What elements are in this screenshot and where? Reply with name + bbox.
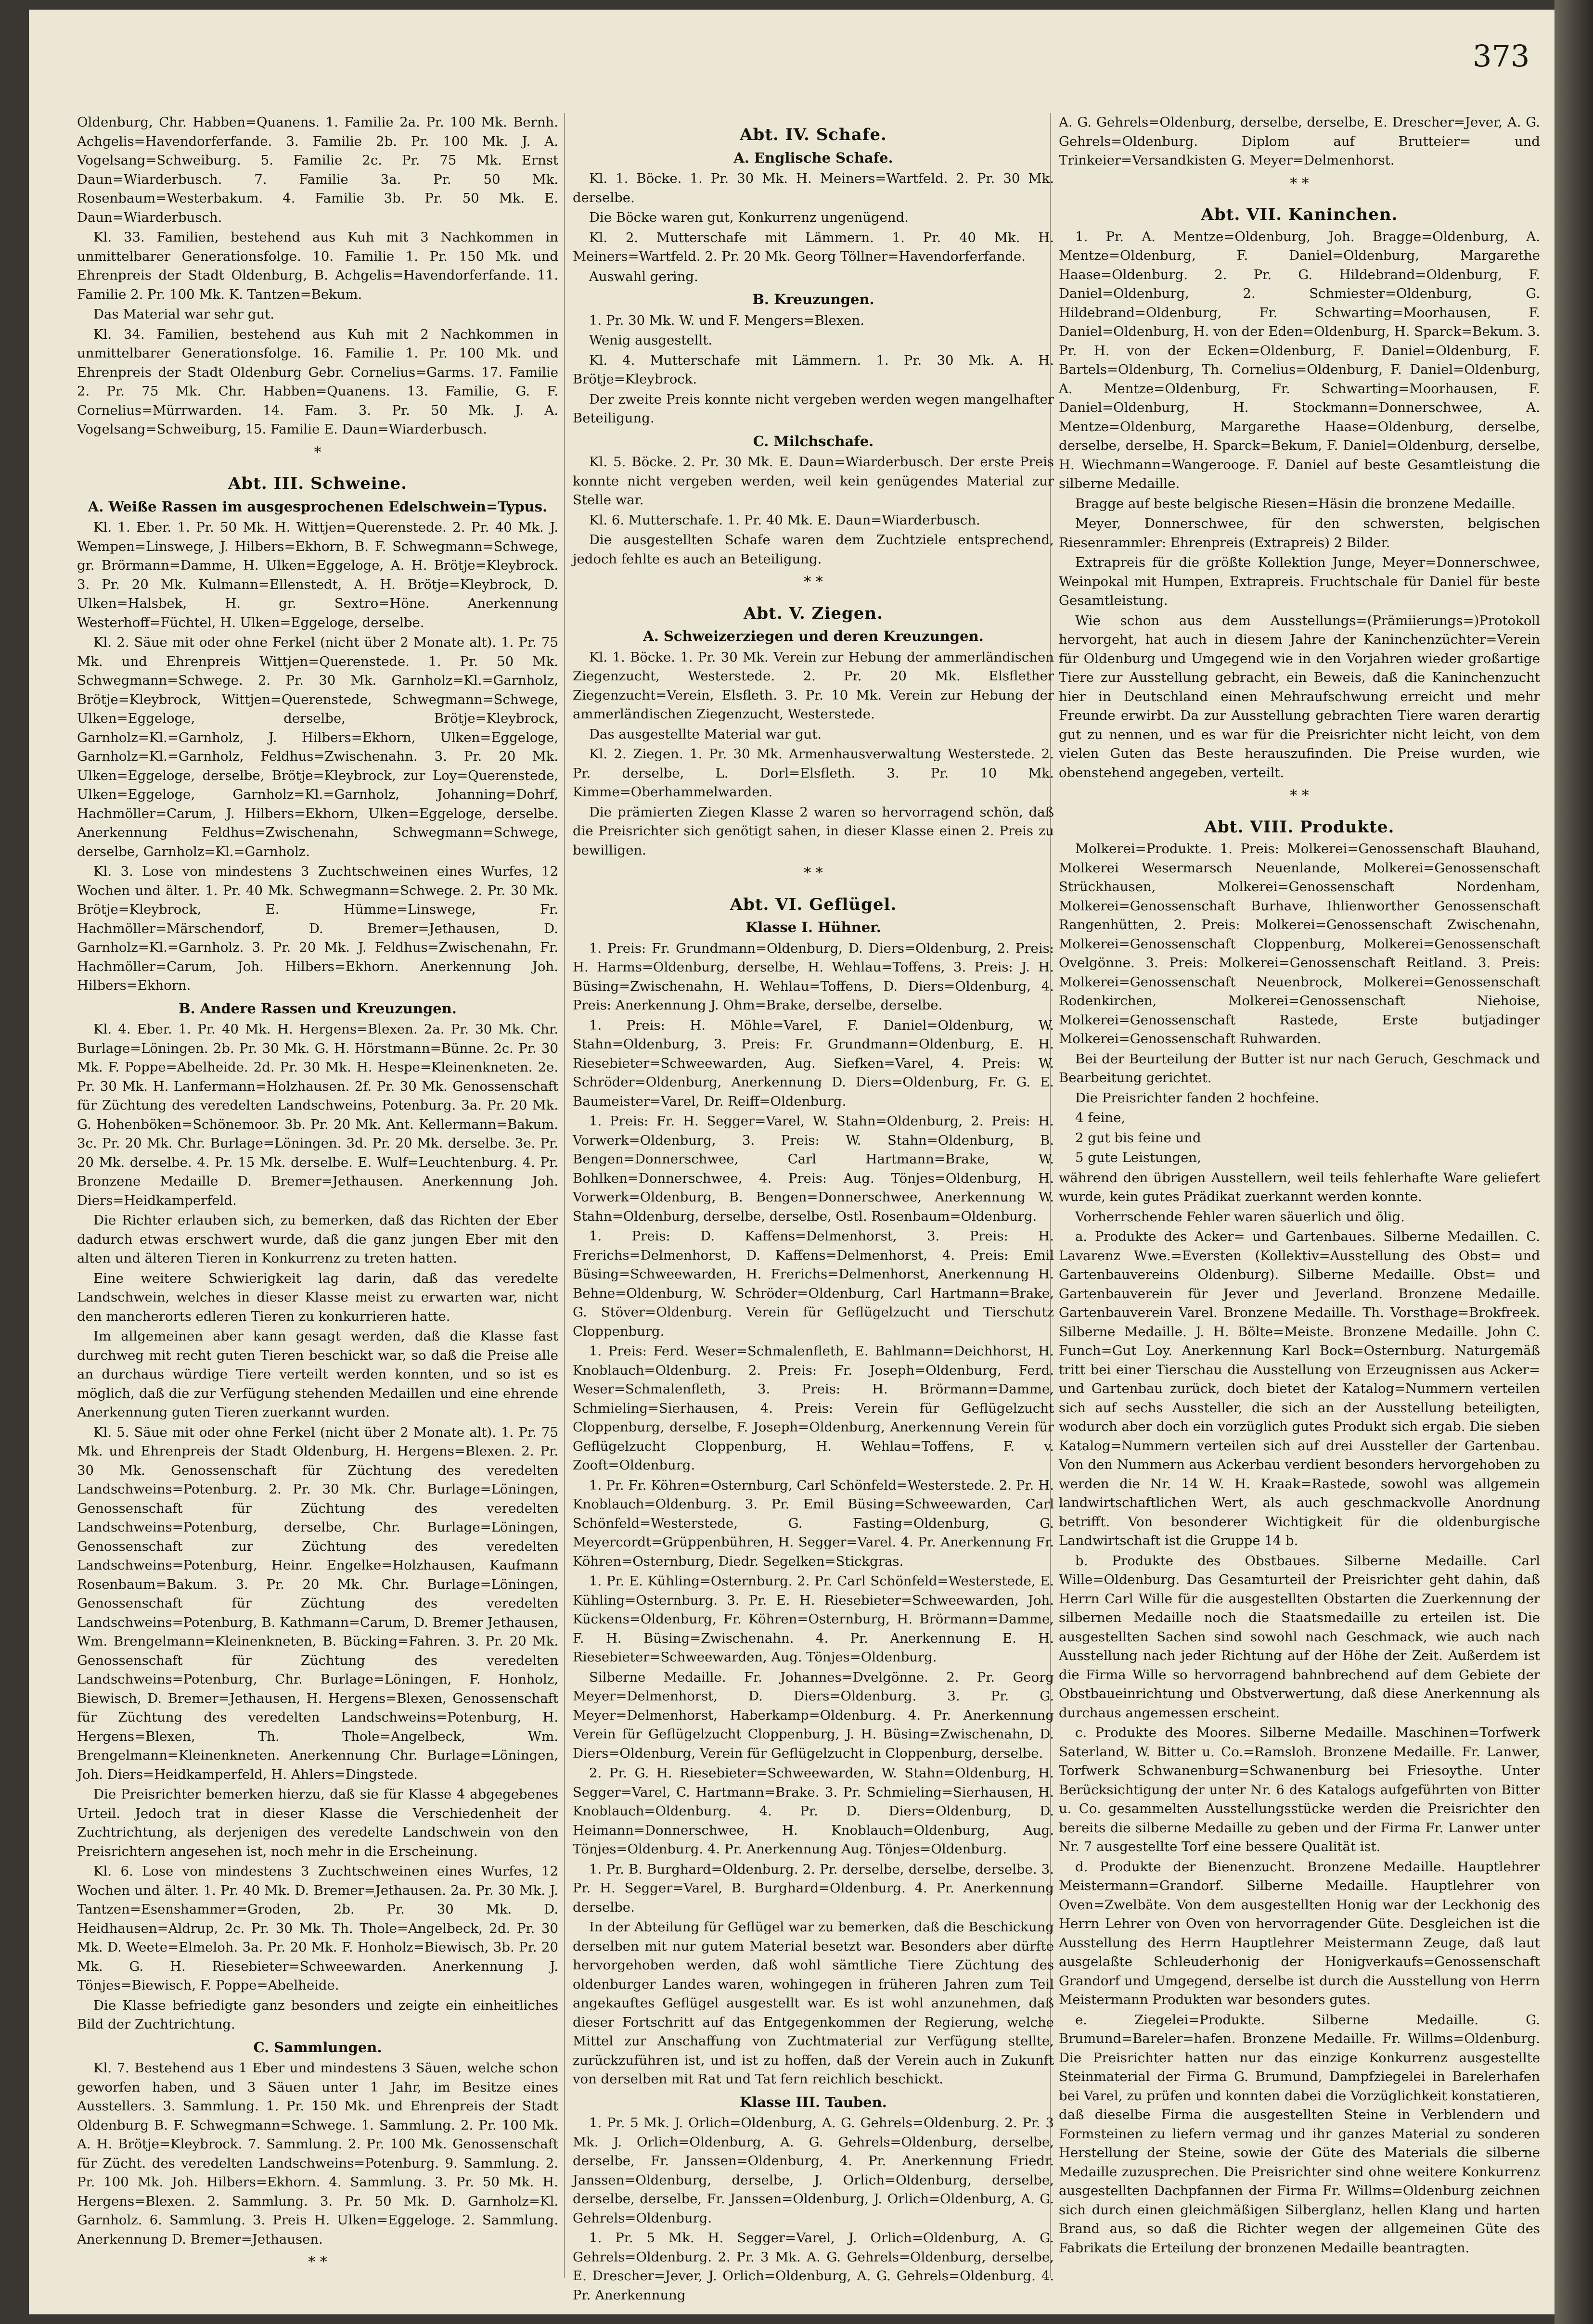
paragraph: Silberne Medaille. Fr. Johannes=Dvelgönne. 2. Pr. Georg Meyer=Delmenhorst, D. Diers=Oldenburg. 3. Pr. G. Meyer=Delmenhorst, Haberkamp=Oldenburg. 4. Pr. Anerkennung Verein für Geflügelzucht Cloppenburg, J. H. Büsing=Zwischenahn, D. Diers=Oldenburg, Verein für Geflügelzucht in Cloppenburg, derselbe. — [573, 1669, 1054, 1761]
paragraph: Die Klasse befriedigte ganz besonders und zeigte ein einheitliches Bild der Zuchtrichtung. — [77, 1997, 558, 2032]
paragraph: 1. Pr. 30 Mk. W. und F. Mengers=Blexen. — [589, 312, 864, 328]
paragraph: 1. Preis: Fr. H. Segger=Varel, W. Stahn=Oldenburg, 2. Preis: H. Vorwerk=Oldenburg, 3. Preis: W. Stahn=Oldenburg, B. Bengen=Donnerschwee, Carl Hartmann=Brake, W. Bohlken=Donnerschwee, 4. Preis: Aug. Tönjes=Oldenburg, H. Vorwerk=Oldenburg, B. Bengen=Donnerschwee, Anerkennung W. Stahn=Oldenburg, derselbe, derselbe, Ostl. Rosenbaum=Oldenburg. — [573, 1113, 1054, 1224]
paragraph: Kl. 1. Böcke. 1. Pr. 30 Mk. H. Meiners=Wartfeld. 2. Pr. 30 Mk. derselbe. — [573, 171, 1054, 205]
paragraph: Kl. 6. Lose von mindestens 3 Zuchtschweinen eines Wurfes, 12 Wochen und älter. 1. Pr. 40 Mk. D. Bremer=Jethausen. 2a. Pr. 30 Mk. J. Tantzen=Esenshammer=Groden, 2b. Pr. 30 Mk. D. Heidhausen=Aldrup, 2c. Pr. 30 Mk. Th. Thole=Angelbeck, 2d. Pr. 30 Mk. D. Weete=Elmeloh. 3a. Pr. 20 Mk. F. Honholz=Biewisch, 3b. Pr. 20 Mk. G. H. Riesebieter=Schweewarden. Anerkennung J. Tönjes=Biewisch, F. Poppe=Abelheide. — [77, 1864, 558, 1993]
paragraph: A. G. Gehrels=Oldenburg, derselbe, derselbe, E. Drescher=Jever, A. G. Gehrels=Oldenburg. Diplom auf Brutteier= und Trinkeier=Versandkisten G. Meyer=Delmenhorst. — [1059, 115, 1540, 168]
paragraph: Molkerei=Produkte. 1. Preis: Molkerei=Genossenschaft Blauhand, Molkerei Wesermarsch Neuenlande, Molkerei=Genossenschaft Strückhausen, Molkerei=Genossenschaft Nordenham, Molkerei=Genossenschaft Burhave, Ihlienworther Genossenschaft Rangenhütten, 2. Preis: Molkerei=Genossenschaft Zwischenahn, Molkerei=Genossenschaft Cloppenburg, Molkerei=Genossenschaft Ovelgönne. 3. Preis: Molkerei=Genossenschaft Reitland. 3. Preis: Molkerei=Genossenschaft Neuenbrock, Molkerei=Genossenschaft Rodenkirchen, Molkerei=Genossenschaft Niehoise, Molkerei=Genossenschaft Rastede, Erste butjadinger Molkerei=Genossenschaft Ruhwarden. — [1059, 841, 1540, 1047]
paragraph: Bragge auf beste belgische Riesen=Häsin die bronzene Medaille. — [1075, 496, 1516, 511]
paragraph: Kl. 2. Säue mit oder ohne Ferkel (nicht über 2 Monate alt). 1. Pr. 75 Mk. und Ehrenpreis Wittjen=Querenstede. 1. Pr. 50 Mk. Schwegmann=Schwege. 2. Pr. 30 Mk. Garnholz=Kl.=Garnholz, Brötje=Kleybrock, Wittjen=Querenstede, Schwegmann=Schwege, Ulken=Eggeloge, derselbe, Brötje=Kleybrock, Garnholz=Kl.=Garnholz, J. Hilbers=Ekhorn, Ulken=Eggeloge, Garnholz=Kl.=Garnholz, Feldhus=Zwischenahn. 3. Pr. 20 Mk. Ulken=Eggeloge, derselbe, Brötje=Kleybrock, zur Loy=Querenstede, Ulken=Eggeloge, Garnholz=Kl.=Garnholz, Johanning=Dohrf, Hachmöller=Carum, J. Hilbers=Ekhorn, Ulken=Eggeloge, derselbe. Anerkennung Feldhus=Zwischenahn, Schwegmann=Schwege, derselbe, Garnholz=Kl.=Garnholz. — [77, 635, 558, 859]
paragraph: c. Produkte des Moores. Silberne Medaille. Maschinen=Torfwerk Saterland, W. Bitter u. Co.=Ramsloh. Bronzene Medaille. Fr. Lanwer, Torfwerk Schwanenburg=Schwanenburg bei Friesoythe. Unter Berücksichtigung der unter Nr. 6 des Katalogs aufgeführten von Bitter u. Co. gesammelten Ausstellungsstücke werden die Preisrichter den bereits die silberne Medaille zu geben und der Firma Fr. Lanwer unter Nr. 7 ausgestellte Torf eine bessere Qualität ist. — [1059, 1725, 1540, 1854]
paragraph: 1. Preis: H. Möhle=Varel, F. Daniel=Oldenburg, W. Stahn=Oldenburg, 3. Preis: Fr. Grundmann=Oldenburg, E. H. Riesebieter=Schweewarden, Aug. Siefken=Varel, 4. Preis: W. Schröder=Oldenburg, Anerkennung D. Diers=Oldenburg, Fr. G. E. Baumeister=Varel, Dr. Reiff=Oldenburg. — [573, 1017, 1054, 1109]
paragraph: Kl. 5. Säue mit oder ohne Ferkel (nicht über 2 Monate alt). 1. Pr. 75 Mk. und Ehrenpreis der Stadt Oldenburg, H. Hergens=Blexen. 2. Pr. 30 Mk. Genossenschaft für Züchtung des veredelten Landschweins=Potenburg. 2. Pr. 30 Mk. Chr. Burlage=Löningen, Genossenschaft für Züchtung des veredelten Landschweins=Potenburg, derselbe, Chr. Burlage=Löningen, Genossenschaft zur Züchtung des veredelten Landschweins=Potenburg, Heinr. Engelke=Holzhausen, Kaufmann Rosenbaum=Bakum. 3. Pr. 20 Mk. Chr. Burlage=Löningen, Genossenschaft für Züchtung des veredelten Landschweins=Potenburg, B. Kathmann=Carum, D. Bremer Jethausen, Wm. Brengelmann=Kleinenkneten, B. Bücking=Fahren. 3. Pr. 20 Mk. Genossenschaft für Züchtung des veredelten Landschweins=Potenburg, Chr. Burlage=Löningen, F. Honholz, Biewisch, D. Bremer=Jethausen, H. Hergens=Blexen, Genossenschaft für Züchtung des veredelten Landschweins=Potenburg, H. Hergens=Blexen, Th. Thole=Angelbeck, Wm. Brengelmann=Kleinenkneten. Anerkennung Chr. Burlage=Löningen, Joh. Diers=Heidkamperfeld, H. Ahlers=Dingstede. — [77, 1424, 558, 1782]
paragraph: a. Produkte des Acker= und Gartenbaues. Silberne Medaillen. C. Lavarenz Wwe.=Eversten (Kollektiv=Ausstellung des Obst= und Gartenbauvereins Oldenburg). Silberne Medaille. Obst= und Gartenbauverein für Jever und Jeverland. Bronzene Medaille. Gartenbauverein Varel. Bronzene Medaille. Th. Vorsthage=Brokfreek. Silberne Medaille. J. H. Bölte=Meiste. Bronzene Medaille. John C. Funch=Gut Loy. Anerkennung Karl Bock=Osternburg. Naturgemäß tritt bei einer Tierschau die Ausstellung von Erzeugnissen aus Acker= und Gartenbau zurück, doch bietet der Katalog=Nummern verteilen sich auf sechs Aussteller, die sich an der Ausstellung beteiligten, wodurch aber doch ein vorzüglich gutes Produkt sich ergab. Die sieben Katalog=Nummern verteilen sich auf drei Aussteller der Gartenbau. Von den Nummern aus Ackerbau verdient besonders hervorgehoben zu werden die Nr. 14 W. H. Kraak=Rastede, sowohl was allgemein landwirtschaftlichen Wert, als auch geschmackvolle Anordnung betrifft. Von besonderer Wichtigkeit für die oldenburgische Landwirtschaft ist die Gruppe 14 b. — [1059, 1229, 1540, 1548]
paragraph: Die Preisrichter fanden 2 hochfeine. — [1075, 1090, 1320, 1106]
separator-asterisks: * * — [804, 574, 823, 590]
text-column-left — [77, 113, 558, 2278]
paragraph: b. Produkte des Obstbaues. Silberne Medaille. Carl Wille=Oldenburg. Das Gesamturteil der Preisrichter geht dahin, daß Herrn Carl Wille für die ausgestellten Obstarten die Zuerkennung der silbernen Medaille noch die Staatsmedaille zu erteilen ist. Die ausgestellten Sachen sind sowohl nach Geschmack, wie auch nach Ausstellung nach jeder Richtung auf der Höhe der Zeit. Außerdem ist die Firma Wille so hervorragend bahnbrechend auf dem Gebiete der Obstbaueinrichtung und Obstverwertung, daß diese Anerkennung als durchaus angemessen erscheint. — [1059, 1553, 1540, 1721]
separator-asterisks: * — [314, 444, 321, 461]
paragraph: Kl. 6. Mutterschafe. 1. Pr. 40 Mk. E. Daun=Wiarderbusch. — [589, 512, 980, 528]
paragraph: Der zweite Preis konnte nicht vergeben werden wegen mangelhafter Beteiligung. — [573, 391, 1054, 426]
paragraph: Kl. 3. Lose von mindestens 3 Zuchtschweinen eines Wurfes, 12 Wochen und älter. 1. Pr. 40 Mk. Schwegmann=Schwege. 2. Pr. 30 Mk. Brötje=Kleybrock, E. Hümme=Linswege, Fr. Hachmöller=Märschendorf, D. Bremer=Jethausen, D. Garnholz=Kl.=Garnholz. 3. Pr. 20 Mk. J. Feldhus=Zwischenahn, Fr. Hachmöller=Carum, Joh. Hilbers=Ekhorn. Anerkennung Joh. Hilbers=Ekhorn. — [77, 864, 558, 993]
paragraph: Kl. 34. Familien, bestehend aus Kuh mit 2 Nachkommen in unmittelbarer Generationsfolge. 16. Familie 1. Pr. 100 Mk. und Ehrenpreis der Stadt Oldenburg Gebr. Cornelius=Garms. 17. Familie 2. Pr. 75 Mk. Chr. Habben=Quanens. 13. Familie, G. F. Cornelius=Mürrwarden. 14. Fam. 3. Pr. 50 Mk. J. A. Vogelsang=Schweiburg, 15. Familie E. Daun=Wiarderbusch. — [77, 326, 558, 437]
subsection-heading: A. Weiße Rassen im ausgesprochenen Edelschwein=Typus. — [88, 498, 548, 515]
subsection-heading: A. Schweizerziegen und deren Kreuzungen. — [643, 628, 984, 644]
paragraph: Extrapreis für die größte Kollektion Junge, Meyer=Donnerschwee, Weinpokal mit Humpen, Extrapreis. Fruchtschale für Daniel für beste Gesamtleistung. — [1059, 555, 1540, 608]
paragraph: 1. Pr. A. Mentze=Oldenburg, Joh. Bragge=Oldenburg, A. Mentze=Oldenburg, F. Daniel=Oldenburg, Margarethe Haase=Oldenburg. 2. Pr. G. Hildebrand=Oldenburg, F. Daniel=Oldenburg, 2. Schmiester=Oldenburg, G. Hildebrand=Oldenburg, Fr. Schwarting=Moorhausen, F. Daniel=Oldenburg, H. von der Eden=Oldenburg, H. Sparck=Bekum. 3. Pr. H. von der Ecken=Oldenburg, F. Daniel=Oldenburg, F. Bartels=Oldenburg, Th. Cornelius=Oldenburg, F. Daniel=Oldenburg, A. Mentze=Oldenburg, Fr. Schwarting=Moorhausen, F. Daniel=Oldenburg, H. Stockmann=Donnerschwee, A. Mentze=Oldenburg, Margarethe Haase=Oldenburg, derselbe, derselbe, derselbe, H. Sparck=Bekum, F. Daniel=Oldenburg, derselbe, H. Wiechmann=Wangerooge. F. Daniel auf beste Gesamtleistung die silberne Medaille. — [1059, 229, 1540, 491]
paragraph: 1. Preis: Ferd. Weser=Schmalenfleth, E. Bahlmann=Deichhorst, H. Knoblauch=Oldenburg. 2. Preis: Fr. Joseph=Oldenburg, Ferd. Weser=Schmalenfleth, 3. Preis: H. Brörmann=Damme, Schmieling=Sierhausen, 4. Preis: Verein für Geflügelzucht Cloppenburg, derselbe, F. Joseph=Oldenburg, Anerkennung Verein für Geflügelzucht Cloppenburg, H. Wehlau=Toffens, F. v. Zooft=Oldenburg. — [573, 1343, 1054, 1473]
paragraph: Eine weitere Schwierigkeit lag darin, daß das veredelte Landschwein, welches in dieser Klasse meist zu erwarten war, nicht den mancherorts edleren Tieren zu konkurrieren hatte. — [77, 1270, 558, 1324]
subsection-heading: B. Kreuzungen. — [752, 291, 874, 307]
paragraph: Die ausgestellten Schafe waren dem Zuchtziele entsprechend, jedoch fehlte es auch an Beteiligung. — [573, 532, 1054, 567]
paragraph: Kl. 4. Mutterschafe mit Lämmern. 1. Pr. 30 Mk. A. H. Brötje=Kleybrock. — [573, 352, 1054, 387]
section-heading: Abt. IV. Schafe. — [740, 125, 887, 144]
paragraph: Bei der Beurteilung der Butter ist nur nach Geruch, Geschmack und Bearbeitung gerichtet. — [1059, 1051, 1540, 1085]
paragraph: 1. Preis: D. Kaffens=Delmenhorst, 3. Preis: H. Frerichs=Delmenhorst, D. Kaffens=Delmenhorst, 4. Preis: Emil Büsing=Schweewarden, H. Frerichs=Delmenhorst, Anerkennung H. Behne=Oldenburg, W. Schröder=Oldenburg, Carl Hartmann=Brake, G. Stöver=Oldenburg. Verein für Geflügelzucht und Tierschutz Cloppenburg. — [573, 1228, 1054, 1339]
paragraph: In der Abteilung für Geflügel war zu bemerken, daß die Beschickung derselben mit nur gutem Material besetzt war. Besonders aber dürfte hervorgehoben werden, daß wohl sämtliche Tiere Züchtung des oldenburger Landes waren, wohingegen in früheren Jahren zum Teil angekauftes Geflügel ausgestellt war. Es ist wohl anzunehmen, daß dieser Fortschritt auf das Entgegenkommen der Regierung, welche Mittel zur Anschaffung von Zuchtmaterial zur Verfügung stellte, zurückzuführen ist, und ist zu hoffen, daß der Verein auch in Zukunft von derselben mit Rat und Tat fern reichlich beschickt. — [573, 1919, 1054, 2087]
section-heading: Abt. V. Ziegen. — [744, 603, 883, 623]
text-column-right — [1059, 113, 1540, 2278]
paragraph: Kl. 7. Bestehend aus 1 Eber und mindestens 3 Säuen, welche schon geworfen haben, und 3 Säuen unter 1 Jahr, im Besitze eines Ausstellers. 3. Sammlung. 1. Pr. 150 Mk. und Ehrenpreis der Stadt Oldenburg B. F. Schwegmann=Schwege. 1. Sammlung. 2. Pr. 100 Mk. A. H. Brötje=Kleybrock. 7. Sammlung. 2. Pr. 100 Mk. Genossenschaft für Zücht. des veredelten Landschweins=Potenburg. 9. Sammlung. 2. Pr. 100 Mk. Joh. Hilbers=Ekhorn. 4. Sammlung. 3. Pr. 50 Mk. H. Hergens=Blexen. 2. Sammlung. 3. Pr. 50 Mk. D. Garnholz=Kl. Garnholz. 6. Sammlung. 3. Preis H. Ulken=Eggeloge. 2. Sammlung. Anerkennung D. Bremer=Jethausen. — [77, 2060, 558, 2247]
book-binding-edge — [1554, 0, 1593, 2324]
paragraph: 1. Pr. B. Burghard=Oldenburg. 2. Pr. derselbe, derselbe, derselbe. 3. Pr. H. Segger=Varel, B. Burghard=Oldenburg. 4. Pr. Anerkennung derselbe. — [573, 1861, 1054, 1915]
separator-asterisks: * * — [1290, 787, 1309, 804]
section-heading: Abt. VI. Geflügel. — [730, 894, 897, 914]
paragraph: Auswahl gering. — [589, 268, 698, 284]
paragraph: Vorherrschende Fehler waren säuerlich und ölig. — [1075, 1209, 1405, 1225]
paragraph: Kl. 1. Böcke. 1. Pr. 30 Mk. Verein zur Hebung der ammerländischen Ziegenzucht, Westerstede. 2. Pr. 20 Mk. Elsflether Ziegenzucht=Verein, Elsfleth. 3. Pr. 10 Mk. Verein zur Hebung der ammerländischen Ziegenzucht, Westerstede. — [573, 649, 1054, 722]
section-heading: Abt. VIII. Produkte. — [1204, 817, 1395, 837]
paragraph: Das Material war sehr gut. — [93, 306, 274, 322]
paragraph: Kl. 33. Familien, bestehend aus Kuh mit 3 Nachkommen in unmittelbarer Generationsfolge. 10. Familie 1. Pr. 150 Mk. und Ehrenpreis der Stadt Oldenburg, B. Achgelis=Havendorferfande. 11. Familie 2. Pr. 100 Mk. K. Tantzen=Bekum. — [77, 230, 558, 302]
paragraph: Kl. 1. Eber. 1. Pr. 50 Mk. H. Wittjen=Querenstede. 2. Pr. 40 Mk. J. Wempen=Linswege, J. Hilbers=Ekhorn, B. F. Schwegmann=Schwege, gr. Brörmann=Damme, H. Ulken=Eggeloge, A. H. Brötje=Kleybrock. 3. Pr. 20 Mk. Kulmann=Ellenstedt, A. H. Brötje=Kleybrock, D. Ulken=Halsbek, H. gr. Sextro=Höne. Anerkennung Westerhoff=Füchtel, H. Ulken=Eggeloge, derselbe. — [77, 520, 558, 630]
paragraph: Das ausgestellte Material war gut. — [589, 726, 822, 742]
paragraph: e. Ziegelei=Produkte. Silberne Medaille. G. Brumund=Bareler=hafen. Bronzene Medaille. Fr. Willms=Oldenburg. Die Preisrichter hatten nur das einzige Konkurrenz ausgestellte Steinmaterial der Firma G. Brumund, Dampfziegelei in Barelerhafen bei Varel, zu prüfen und konnten dabei die Vorzüglichkeit konstatieren, daß dieselbe Firma die ausgestellten Steine in Verblendern und Formsteinen zu liefern vermag und ihr ganzes Material zu sonderen Herstellung der Steine, sowie der Güte des Materials die silberne Medaille zuzusprechen. Die Preisrichter sind ohne weitere Konkurrenz ausgestellten Dachpfannen der Firma Fr. Willms=Oldenburg zeichnen sich durch einen gleichmäßigen Silberglanz, hellen Klang und harten Brand aus, so daß die Richter wegen der allgemeinen Güte des Fabrikats die Erteilung der bronzenen Medaille beantragten. — [1059, 2012, 1540, 2256]
paragraph: Meyer, Donnerschwee, für den schwersten, belgischen Riesenrammler: Ehrenpreis (Extrapreis) 2 Bilder. — [1059, 516, 1540, 550]
text-column-middle — [573, 113, 1054, 2303]
paragraph: Kl. 2. Ziegen. 1. Pr. 30 Mk. Armenhausverwaltung Westerstede. 2. Pr. derselbe, L. Dorl=Elsfleth. 3. Pr. 10 Mk. Kimme=Oberhammelwarden. — [573, 746, 1054, 800]
subsection-heading: A. Englische Schafe. — [733, 149, 893, 166]
separator-asterisks: * * — [1290, 175, 1309, 192]
column-rule — [564, 113, 565, 2278]
paragraph: 1. Preis: Fr. Grundmann=Oldenburg, D. Diers=Oldenburg, 2. Preis: H. Harms=Oldenburg, derselbe, H. Wehlau=Toffens, 3. Preis: J. H. Büsing=Zwischenahn, H. Wehlau=Toffens, D. Diers=Oldenburg, 4. Preis: Anerkennung J. Ohm=Brake, derselbe, derselbe. — [573, 940, 1054, 1013]
paragraph: Kl. 5. Böcke. 2. Pr. 30 Mk. E. Daun=Wiarderbusch. Der erste Preis konnte nicht vergeben werden, weil kein genügendes Material zur Stelle war. — [573, 454, 1054, 508]
paragraph: Wie schon aus dem Ausstellungs=(Prämiierungs=)Protokoll hervorgeht, hat auch in diesem Jahre der Kaninchenzüchter=Verein für Oldenburg und Umgegend wie in den Vorjahren wieder großartige Tiere zur Ausstellung gebracht, ein Beweis, daß die Kaninchenzucht hier in Deutschland einen Mehraufschwung erreicht und mehr Freunde erwirbt. Da zur Ausstellung gebrachten Tiere waren derartig gut zu nennen, und es war für die Preisrichter nicht leicht, von dem vielen Guten das Beste herauszufinden. Die Preise wurden, wie obenstehend angegeben, verteilt. — [1059, 613, 1540, 780]
section-heading: Abt. III. Schweine. — [228, 474, 407, 493]
subsection-heading: B. Andere Rassen und Kreuzungen. — [179, 1000, 457, 1017]
paragraph: 1. Pr. 5 Mk. H. Segger=Varel, J. Orlich=Oldenburg, A. G. Gehrels=Oldenburg. 2. Pr. 3 Mk. A. G. Gehrels=Oldenburg, derselbe, E. Drescher=Jever, J. Orlich=Oldenburg, A. G. Gehrels=Oldenburg. 4. Pr. Anerkennung — [573, 2230, 1054, 2303]
paragraph: 4 feine, — [1075, 1110, 1126, 1125]
paragraph: Die Böcke waren gut, Konkurrenz ungenügend. — [589, 210, 909, 225]
subsection-heading: C. Milchschafe. — [753, 433, 874, 449]
paragraph: 1. Pr. E. Kühling=Osternburg. 2. Pr. Carl Schönfeld=Westerstede, E. Kühling=Osternburg. 3. Pr. E. H. Riesebieter=Schweewarden, Joh. Kückens=Oldenburg, Fr. Köhren=Osternburg, H. Brörmann=Damme, F. H. Büsing=Zwischenahn. 4. Pr. Anerkennung E. H. Riesebieter=Schweewarden, Aug. Tönjes=Oldenburg. — [573, 1573, 1054, 1665]
subsection-heading: Klasse III. Tauben. — [740, 2094, 887, 2110]
paragraph: d. Produkte der Bienenzucht. Bronzene Medaille. Hauptlehrer Meistermann=Grandorf. Silberne Medaille. Hauptlehrer von Oven=Zwelbäte. Von dem ausgestellten Honig war der Leckhonig des Herrn Lehrer von Oven von hervorragender Güte. Desgleichen ist die Ausstellung des Herrn Hauptlehrer Meistermann Zeuge, daß laut ausgelaßte Schleuderhonig der Honigverkaufs=Genossenschaft Grandorf und Umgegend, derselbe ist durch die Ausstellung von Herrn Meistermann Produkten war besonders gutes. — [1059, 1859, 1540, 2007]
paragraph: Die prämierten Ziegen Klasse 2 waren so hervorragend schön, daß die Preisrichter sich genötigt sahen, in dieser Klasse einen 2. Preis zu bewilligen. — [573, 804, 1054, 858]
section-heading: Abt. VII. Kaninchen. — [1201, 205, 1398, 224]
page-number: 373 — [1473, 38, 1530, 74]
paragraph: Die Preisrichter bemerken hierzu, daß sie für Klasse 4 abgegebenes Urteil. Jedoch trat in dieser Klasse die Verschiedenheit der Zuchtrichtung, als derjenigen des veredelte Landschwein von den Preisrichtern angesehen ist, noch mehr in die Erscheinung. — [77, 1787, 558, 1859]
separator-asterisks: * * — [804, 865, 823, 881]
paragraph: 1. Pr. Fr. Köhren=Osternburg, Carl Schönfeld=Westerstede. 2. Pr. H. Knoblauch=Oldenburg. 3. Pr. Emil Büsing=Schweewarden, Carl Schönfeld=Westerstede, G. Fasting=Oldenburg, G. Meyercordt=Grüppenbühren, H. Segger=Varel. 4. Pr. Anerkennung Fr. Köhren=Osternburg, Diedr. Segelken=Stickgras. — [573, 1477, 1054, 1569]
paragraph: 2 gut bis feine und — [1075, 1130, 1201, 1146]
paragraph: Kl. 2. Mutterschafe mit Lämmern. 1. Pr. 40 Mk. H. Meiners=Wartfeld. 2. Pr. 20 Mk. Georg Töllner=Havendorferfande. — [573, 230, 1054, 264]
paragraph: während den übrigen Ausstellern, weil teils fehlerhafte Ware geliefert wurde, kein gutes Prädikat zuerkannt werden konnte. — [1059, 1170, 1540, 1204]
paragraph: Kl. 4. Eber. 1. Pr. 40 Mk. H. Hergens=Blexen. 2a. Pr. 30 Mk. Chr. Burlage=Löningen. 2b. Pr. 30 Mk. G. H. Hörstmann=Bünne. 2c. Pr. 30 Mk. F. Poppe=Abelheide. 2d. Pr. 30 Mk. H. Hespe=Kleinenkneten. 2e. Pr. 30 Mk. H. Lanfermann=Holzhausen. 2f. Pr. 30 Mk. Genossenschaft für Züchtung des veredelten Landschweins, Potenburg. 3a. Pr. 20 Mk. G. Hohenböken=Schönemoor. 3b. Pr. 20 Mk. Ant. Kellermann=Bakum. 3c. Pr. 20 Mk. Chr. Burlage=Löningen. 3d. Pr. 20 Mk. derselbe. 3e. Pr. 20 Mk. derselbe. 4. Pr. 15 Mk. derselbe. E. Wulf=Leuchtenburg. 4. Pr. Bronzene Medaille D. Bremer=Jethausen. Anerkennung Joh. Diers=Heidkamperfeld. — [77, 1022, 558, 1208]
paragraph: Oldenburg, Chr. Habben=Quanens. 1. Familie 2a. Pr. 100 Mk. Bernh. Achgelis=Havendorferfande. 3. Familie 2b. Pr. 100 Mk. J. A. Vogelsang=Schweiburg. 5. Familie 2c. Pr. 75 Mk. Ernst Daun=Wiarderbusch. 7. Familie 3a. Pr. 50 Mk. Rosenbaum=Westerbakum. 4. Familie 3b. Pr. 50 Mk. E. Daun=Wiarderbusch. — [77, 115, 558, 225]
paragraph: 2. Pr. G. H. Riesebieter=Schweewarden, W. Stahn=Oldenburg, H. Segger=Varel, C. Hartmann=Brake. 3. Pr. Schmieling=Sierhausen, H. Knoblauch=Oldenburg. 4. Pr. D. Diers=Oldenburg, D. Heimann=Donnerschwee, H. Knoblauch=Oldenburg, Aug. Tönjes=Oldenburg. 4. Pr. Anerkennung Aug. Tönjes=Oldenburg. — [573, 1765, 1054, 1857]
document-page — [29, 10, 1554, 2314]
paragraph: Wenig ausgestellt. — [589, 332, 713, 348]
paragraph: 5 gute Leistungen, — [1075, 1150, 1201, 1165]
paragraph: Die Richter erlauben sich, zu bemerken, daß das Richten der Eber dadurch etwas erschwert wurde, daß die ganz jungen Eber mit den alten und älteren Tieren in Konkurrenz zu treten hatten. — [77, 1213, 558, 1266]
paragraph: 1. Pr. 5 Mk. J. Orlich=Oldenburg, A. G. Gehrels=Oldenburg. 2. Pr. 3 Mk. J. Orlich=Oldenburg, A. G. Gehrels=Oldenburg, derselbe, derselbe, Fr. Janssen=Oldenburg, 4. Pr. Anerkennung Friedr. Janssen=Oldenburg, derselbe, J. Orlich=Oldenburg, derselbe, derselbe, derselbe, Fr. Janssen=Oldenburg, J. Orlich=Oldenburg, A. G. Gehrels=Oldenburg. — [573, 2115, 1054, 2226]
separator-asterisks: * * — [308, 2254, 327, 2271]
subsection-heading: Klasse I. Hühner. — [745, 919, 881, 935]
paragraph: Im allgemeinen aber kann gesagt werden, daß die Klasse fast durchweg mit recht guten Tieren beschickt war, so daß die Preise alle an durchaus würdige Tiere verteilt werden konnten, und so ist es möglich, daß die zur Verfügung stehenden Medaillen und eine ehrende Anerkennung guten Tieren zuerkannt wurden. — [77, 1328, 558, 1420]
subsection-heading: C. Sammlungen. — [253, 2039, 382, 2056]
